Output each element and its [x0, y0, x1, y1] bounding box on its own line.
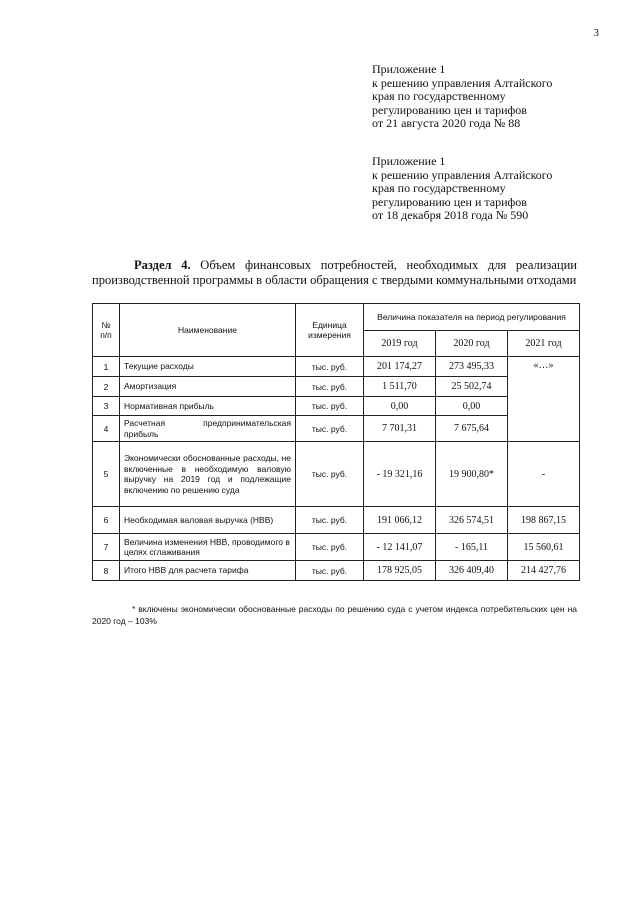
- header-year-2020: 2020 год: [436, 331, 508, 357]
- row-name: Экономически обоснованные расходы, не включенные в необходимую валовую выручку на 2019 год и подлежащие включению по решению суда: [120, 442, 296, 507]
- table-row: [93, 377, 580, 397]
- financial-needs-table: [92, 303, 580, 581]
- row-value-2019: - 12 141,07: [364, 534, 436, 561]
- row-unit: тыс. руб.: [296, 377, 364, 397]
- row-value-2021: 15 560,61: [508, 534, 580, 561]
- page-number: 3: [593, 27, 599, 39]
- row-value-2021: -: [508, 442, 580, 507]
- row-num: 6: [93, 507, 120, 534]
- row-num: 8: [93, 561, 120, 581]
- appendix-line: Приложение 1: [372, 62, 446, 76]
- row-unit: тыс. руб.: [296, 534, 364, 561]
- appendix-block-current: [372, 63, 592, 131]
- row-name: Величина изменения НВВ, проводимого в целях сглаживания: [120, 534, 296, 561]
- row-name: Амортизация: [120, 377, 296, 397]
- row-num: 2: [93, 377, 120, 397]
- table-row: [93, 534, 580, 561]
- row-value-2020: 7 675,64: [436, 416, 508, 442]
- appendix-line: от 18 декабря 2018 года № 590: [372, 208, 529, 222]
- appendix-line: края по государственному: [372, 181, 506, 195]
- row-value-2019: 191 066,12: [364, 507, 436, 534]
- row-unit: тыс. руб.: [296, 561, 364, 581]
- row-value-2020: 326 409,40: [436, 561, 508, 581]
- row-value-2019: 7 701,31: [364, 416, 436, 442]
- appendix-block-original: [372, 155, 592, 223]
- row-num: 7: [93, 534, 120, 561]
- row-num: 5: [93, 442, 120, 507]
- row-value-2020: 326 574,51: [436, 507, 508, 534]
- row-value-2021: 198 867,15: [508, 507, 580, 534]
- header-unit: Единица измерения: [296, 304, 364, 357]
- row-num: 4: [93, 416, 120, 442]
- row-value-2019: 201 174,27: [364, 357, 436, 377]
- row-unit: тыс. руб.: [296, 507, 364, 534]
- row-value-2020: 273 495,33: [436, 357, 508, 377]
- row-value-2019: - 19 321,16: [364, 442, 436, 507]
- appendix-line: Приложение 1: [372, 154, 446, 168]
- row-name: Расчетная предпринимательская прибыль: [120, 416, 296, 442]
- merged-2021-note: «…»: [508, 357, 580, 442]
- appendix-line: от 21 августа 2020 года № 88: [372, 116, 521, 130]
- row-unit: тыс. руб.: [296, 416, 364, 442]
- appendix-line: края по государственному: [372, 89, 506, 103]
- header-year-2021: 2021 год: [508, 331, 580, 357]
- row-value-2020: - 165,11: [436, 534, 508, 561]
- row-unit: тыс. руб.: [296, 442, 364, 507]
- table-row: [93, 507, 580, 534]
- table-row: [93, 397, 580, 416]
- appendix-line: к решению управления Алтайского: [372, 167, 553, 182]
- section-heading: [92, 258, 577, 288]
- row-value-2021: 214 427,76: [508, 561, 580, 581]
- row-value-2020: 0,00: [436, 397, 508, 416]
- table-row: [93, 561, 580, 581]
- header-year-2019: 2019 год: [364, 331, 436, 357]
- row-name: Нормативная прибыль: [120, 397, 296, 416]
- row-name: Необходимая валовая выручка (НВВ): [120, 507, 296, 534]
- row-value-2019: 1 511,70: [364, 377, 436, 397]
- row-value-2020: 25 502,74: [436, 377, 508, 397]
- section-title: Объем финансовых потребностей, необходимых для реализации производственной программы в области обращения с твердыми коммунальными отходами: [92, 258, 577, 287]
- appendix-line: регулированию цен и тарифов: [372, 102, 527, 117]
- row-name: Текущие расходы: [120, 357, 296, 377]
- row-num: 3: [93, 397, 120, 416]
- header-num: № п/п: [93, 304, 120, 357]
- row-num: 1: [93, 357, 120, 377]
- footnote: * включены экономически обоснованные расходы по решению суда с учетом индекса потребительских цен на 2020 год – 103%: [92, 604, 577, 626]
- row-value-2019: 178 925,05: [364, 561, 436, 581]
- section-label: Раздел 4.: [134, 258, 191, 272]
- header-name: Наименование: [120, 304, 296, 357]
- row-name: Итого НВВ для расчета тарифа: [120, 561, 296, 581]
- table-row: [93, 416, 580, 442]
- row-unit: тыс. руб.: [296, 357, 364, 377]
- row-value-2019: 0,00: [364, 397, 436, 416]
- header-period: Величина показателя на период регулирования: [364, 304, 580, 331]
- appendix-line: регулированию цен и тарифов: [372, 194, 527, 209]
- row-unit: тыс. руб.: [296, 397, 364, 416]
- table-row: [93, 442, 580, 507]
- row-value-2020: 19 900,80*: [436, 442, 508, 507]
- table-row: [93, 357, 580, 377]
- appendix-line: к решению управления Алтайского: [372, 75, 553, 90]
